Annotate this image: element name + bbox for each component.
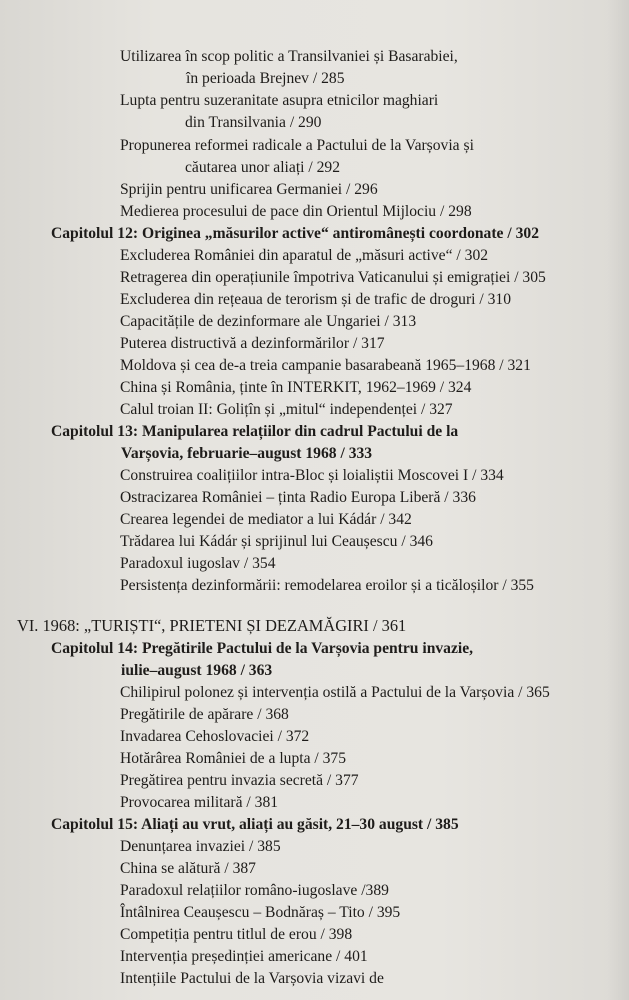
toc-entry-continuation: căutarea unor aliați / 292 bbox=[185, 159, 341, 176]
chapter-heading: Capitolul 13: Manipularea relațiilor din cadrul Pactului de la bbox=[51, 423, 459, 440]
part-heading: VI. 1968: „TURIȘTI“, PRIETENI ȘI DEZAMĂGIRI / 361 bbox=[17, 616, 407, 635]
toc-entry: China se alătură / 387 bbox=[120, 860, 256, 877]
toc-entry: Intervenția președinției americane / 401 bbox=[120, 948, 368, 965]
toc-entry: Pregătirile de apărare / 368 bbox=[120, 706, 289, 723]
chapter-heading: Capitolul 14: Pregătirile Pactului de la Varșovia pentru invazie, bbox=[51, 640, 474, 657]
toc-entry: China și România, ținte în INTERKIT, 1962–1969 / 324 bbox=[120, 379, 472, 396]
toc-entry-continuation: în perioada Brejnev / 285 bbox=[186, 70, 345, 87]
toc-entry: Retragerea din operațiunile împotriva Vaticanului și emigrației / 305 bbox=[120, 269, 546, 286]
toc-entry: Puterea distructivă a dezinformărilor / 317 bbox=[120, 335, 385, 352]
toc-entry: Chilipirul polonez și intervenția ostilă a Pactului de la Varșovia / 365 bbox=[120, 684, 550, 701]
chapter-heading: Capitolul 15: Aliați au vrut, aliați au găsit, 21–30 august / 385 bbox=[51, 816, 459, 833]
toc-entry: Medierea procesului de pace din Orientul Mijlociu / 298 bbox=[120, 203, 472, 220]
toc-entry: Denunțarea invaziei / 385 bbox=[120, 838, 281, 855]
toc-entry-continuation: din Transilvania / 290 bbox=[185, 114, 322, 131]
toc-entry: Excluderea din rețeaua de terorism și de trafic de droguri / 310 bbox=[120, 291, 511, 308]
toc-entry: Lupta pentru suzeranitate asupra etnicilor maghiari bbox=[120, 92, 439, 109]
toc-entry: Ostracizarea României – ținta Radio Europa Liberă / 336 bbox=[120, 489, 476, 506]
toc-entry: Intențiile Pactului de la Varșovia vizavi de bbox=[120, 970, 384, 987]
toc-entry: Utilizarea în scop politic a Transilvaniei și Basarabiei, bbox=[120, 48, 458, 65]
toc-entry: Sprijin pentru unificarea Germaniei / 296 bbox=[120, 181, 378, 198]
toc-entry: Crearea legendei de mediator a lui Kádár / 342 bbox=[120, 511, 412, 528]
chapter-heading: Capitolul 12: Originea „măsurilor active“ antiromânești coordonate / 302 bbox=[51, 225, 539, 242]
toc-entry: Capacitățile de dezinformare ale Ungariei / 313 bbox=[120, 313, 417, 330]
toc-entry: Întâlnirea Ceaușescu – Bodnăraș – Tito / 395 bbox=[120, 904, 401, 921]
toc-entry: Hotărârea României de a lupta / 375 bbox=[120, 750, 347, 767]
toc-entry: Paradoxul relațiilor româno-iugoslave /389 bbox=[120, 882, 389, 899]
toc-entry: Pregătirea pentru invazia secretă / 377 bbox=[120, 772, 359, 789]
toc-entry: Trădarea lui Kádár și sprijinul lui Ceaușescu / 346 bbox=[120, 533, 433, 550]
toc-entry: Construirea coalițiilor intra-Bloc și loialiștii Moscovei I / 334 bbox=[120, 467, 504, 484]
page-edge-shadow bbox=[607, 0, 629, 1000]
toc-entry: Moldova și cea de-a treia campanie basarabeană 1965–1968 / 321 bbox=[120, 357, 531, 374]
toc-entry: Invadarea Cehoslovaciei / 372 bbox=[120, 728, 310, 745]
toc-entry: Excluderea României din aparatul de „măsuri active“ / 302 bbox=[120, 247, 489, 264]
chapter-heading-continuation: iulie–august 1968 / 363 bbox=[121, 662, 273, 679]
toc-entry: Provocarea militară / 381 bbox=[120, 794, 279, 811]
toc-entry: Paradoxul iugoslav / 354 bbox=[120, 555, 276, 572]
chapter-heading-continuation: Varșovia, februarie–august 1968 / 333 bbox=[121, 445, 373, 462]
toc-entry: Competiția pentru titlul de erou / 398 bbox=[120, 926, 353, 943]
toc-entry: Persistența dezinformării: remodelarea eroilor și a ticăloșilor / 355 bbox=[120, 577, 534, 594]
toc-entry: Calul troian II: Golițîn și „mitul“ independenței / 327 bbox=[120, 401, 453, 418]
toc-entry: Propunerea reformei radicale a Pactului de la Varșovia și bbox=[120, 137, 474, 154]
